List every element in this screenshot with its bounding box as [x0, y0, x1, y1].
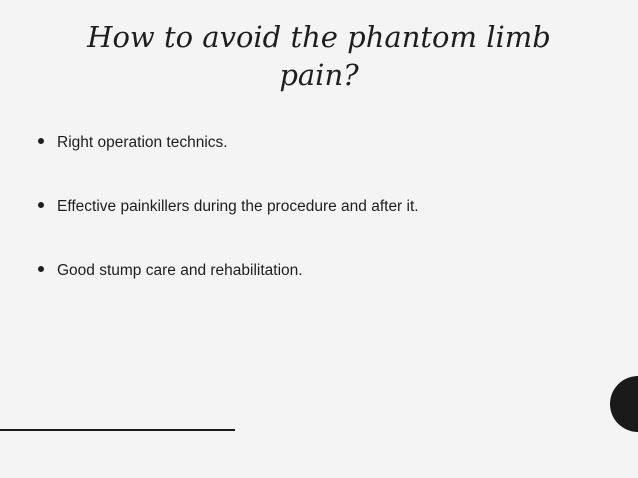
decorative-circle — [610, 376, 638, 432]
bullet-item — [38, 192, 419, 256]
bullet-icon — [38, 138, 44, 144]
bullet-list — [38, 128, 419, 320]
slide-title-line-2: pain? — [279, 58, 359, 92]
bullet-text: Right operation technics. — [57, 134, 228, 151]
bullet-item — [38, 128, 419, 192]
bullet-text: Good stump care and rehabilitation. — [57, 262, 303, 279]
bullet-item — [38, 256, 419, 320]
slide-title — [40, 18, 598, 94]
bullet-icon — [38, 202, 44, 208]
decorative-divider-line — [0, 429, 235, 431]
bullet-text: Effective painkillers during the procedure and after it. — [57, 198, 419, 215]
slide-title-line-1: How to avoid the phantom limb — [87, 20, 551, 54]
bullet-icon — [38, 266, 44, 272]
